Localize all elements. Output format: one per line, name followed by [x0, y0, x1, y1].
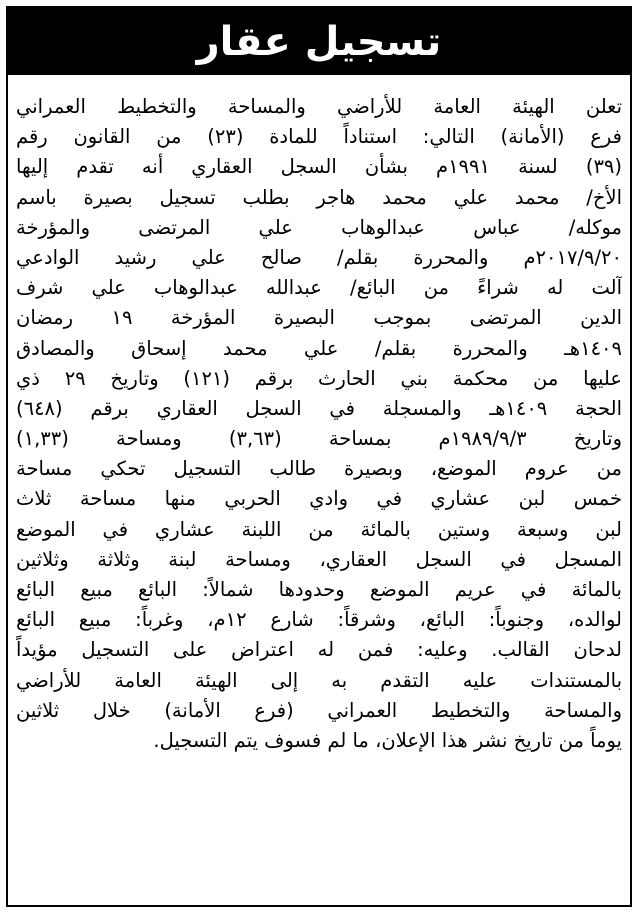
- text-line: المسجل في السجل العقاري، ومساحة لبنة وثلاثة وثلاثين: [16, 547, 622, 571]
- text-line: تعلن الهيئة العامة للأراضي والمساحة والتخطيط العمراني: [16, 95, 622, 118]
- title-banner: [8, 8, 630, 75]
- text-line: لبن وسبعة وستين بالمائة من اللبنة عشاري في الموضع: [16, 517, 622, 541]
- notice-body: [16, 92, 622, 756]
- notice-box: [6, 6, 632, 907]
- text-line: بالمستندات عليه التقدم به إلى الهيئة العامة للأراضي: [16, 668, 622, 692]
- text-line: لوالده، وجنوباً: البائع، وشرقاً: شارع ١٢م، وغرباً: مبيع البائع: [16, 608, 622, 632]
- text-line: لدحان القالب. وعليه: فمن له اعتراض على التسجيل مؤيداً: [16, 638, 622, 662]
- notice-title: تسجيل عقار: [196, 18, 442, 65]
- text-line: الحجة ١٤٠٩هـ والمسجلة في السجل العقاري برقم (٦٤٨): [16, 396, 622, 420]
- text-line: عليها من محكمة بني الحارث برقم (١٢١) وتاريخ ٢٩ ذي: [16, 366, 622, 390]
- text-line: خمس لبن عشاري في وادي الحربي منها مساحة ثلاث: [16, 487, 622, 511]
- text-line: والمساحة والتخطيط العمراني (فرع الأمانة) خلال ثلاثين: [16, 698, 622, 722]
- text-line: موكله/ عباس عبدالوهاب علي المرتضى والمؤرخة: [16, 215, 622, 239]
- text-line: فرع (الأمانة) التالي: استناداً للمادة (٢٣) من القانون رقم: [16, 125, 622, 149]
- text-line: (٣٩) لسنة ١٩٩١م بشأن السجل العقاري أنه تقدم إليها: [16, 155, 622, 179]
- text-line: بالمائة في عريم الموضع وحدودها شمالاً: البائع مبيع البائع: [16, 578, 622, 601]
- text-line: ١٤٠٩هـ والمحررة بقلم/ علي محمد إسحاق والمصادق: [16, 336, 622, 360]
- text-line: آلت له شراءً من البائع/ عبدالله عبدالوهاب علي شرف: [16, 276, 622, 300]
- text-line: يوماً من تاريخ نشر هذا الإعلان، ما لم فسوف يتم التسجيل.: [153, 728, 622, 752]
- text-line: الدين المرتضى بموجب البصيرة المؤرخة ١٩ رمضان: [16, 306, 622, 330]
- text-line: من عروم الموضع، وبصيرة طالب التسجيل تحكي مساحة: [16, 457, 622, 481]
- text-line: الأخ/ محمد علي محمد هاجر بطلب تسجيل بصيرة باسم: [16, 185, 622, 209]
- text-line: ٢٠١٧/٩/٢٠م والمحررة بقلم/ صالح علي رشيد الوادعي: [16, 245, 622, 269]
- text-line: وتاريخ ١٩٨٩/٩/٣م بمساحة (٣,٦٣) ومساحة (١,٣٣): [16, 427, 622, 451]
